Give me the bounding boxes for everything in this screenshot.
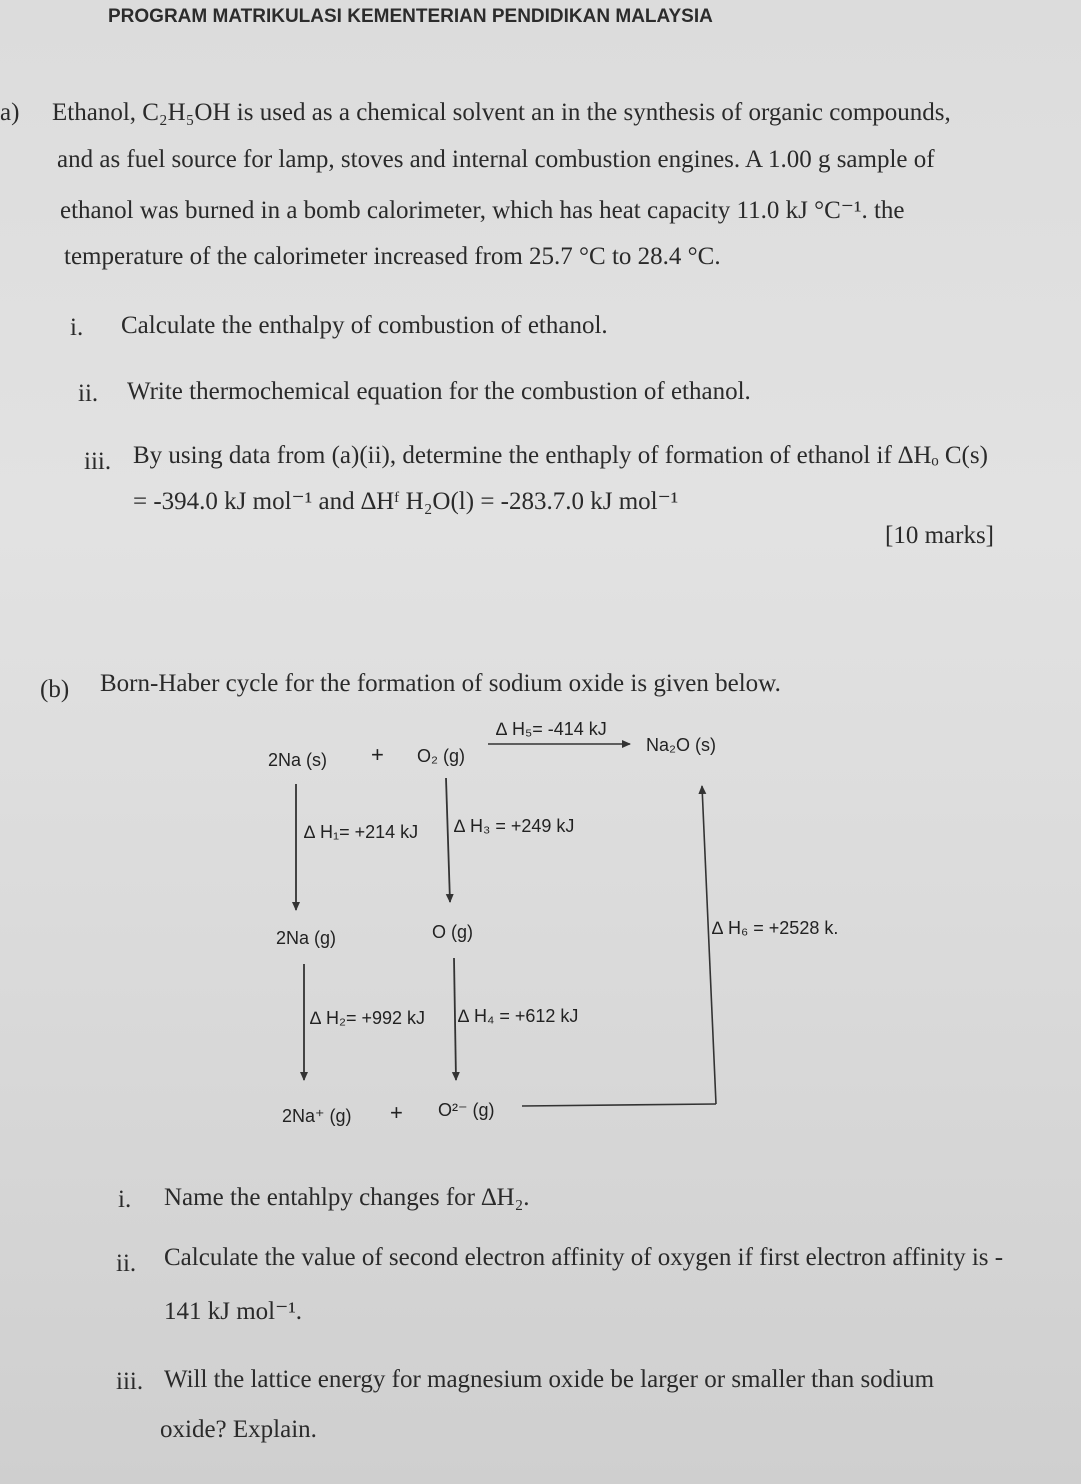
species-2na-plus-gas: 2Na⁺ (g) bbox=[282, 1106, 352, 1126]
part-b-item-3-text: Will the lattice energy for magnesium oxide be larger or smaller than sodium bbox=[164, 1366, 935, 1393]
part-b-item-2-number: ii. bbox=[116, 1250, 137, 1277]
plus-sign-top: + bbox=[371, 742, 384, 767]
part-a-item-2-number: ii. bbox=[78, 380, 99, 407]
part-a-label: a) bbox=[0, 99, 20, 126]
part-a-item-1-number: i. bbox=[70, 314, 84, 341]
species-2na-gas: 2Na (g) bbox=[276, 928, 337, 948]
part-b-item-2-text: Calculate the value of second electron affinity of oxygen if first electron affinity is - bbox=[164, 1244, 1004, 1271]
plus-sign-bottom: + bbox=[390, 1100, 403, 1125]
dh2-label: ∆ H₂= +992 kJ bbox=[310, 1008, 426, 1028]
dh6-base-line bbox=[522, 1104, 716, 1106]
species-na2o-solid: Na₂O (s) bbox=[646, 735, 716, 755]
part-b-intro: Born-Haber cycle for the formation of sodium oxide is given below. bbox=[100, 670, 781, 697]
dh4-arrow bbox=[454, 958, 456, 1080]
marks-label: [10 marks] bbox=[885, 522, 994, 549]
part-a-line-4: temperature of the calorimeter increased from 25.7 °C to 28.4 °C. bbox=[64, 243, 721, 270]
species-o2-minus-gas: O²⁻ (g) bbox=[438, 1100, 495, 1120]
dh3-arrow bbox=[446, 778, 450, 902]
part-b-item-3-number: iii. bbox=[116, 1368, 144, 1395]
dh4-label: ∆ H₄ = +612 kJ bbox=[458, 1006, 579, 1026]
part-b-item-1-number: i. bbox=[118, 1186, 132, 1213]
dh1-label: ∆ H₁= +214 kJ bbox=[304, 822, 419, 842]
part-a-line-2: and as fuel source for lamp, stoves and internal combustion engines. A 1.00 g sample of bbox=[57, 146, 935, 173]
dh5-label: ∆ H₅= -414 kJ bbox=[496, 719, 607, 739]
dh6-arrow bbox=[702, 786, 716, 1104]
part-a-line-3: ethanol was burned in a bomb calorimeter, which has heat capacity 11.0 kJ °C⁻¹. the bbox=[60, 197, 905, 224]
part-b-item-1-text: Name the entahlpy changes for ∆H₂. bbox=[164, 1184, 530, 1211]
part-a-line-1: Ethanol, C₂H₅OH is used as a chemical solvent an in the synthesis of organic compounds, bbox=[52, 99, 951, 126]
part-a-item-3-text: By using data from (a)(ii), determine the enthaply of formation of ethanol if ∆Hₒ C(s) bbox=[133, 442, 988, 469]
species-o-gas: O (g) bbox=[432, 922, 474, 942]
dh3-label: ∆ H₃ = +249 kJ bbox=[454, 816, 575, 836]
part-b-item-3-continuation: oxide? Explain. bbox=[160, 1416, 317, 1443]
species-2na-solid: 2Na (s) bbox=[268, 750, 328, 770]
species-o2-gas: O₂ (g) bbox=[417, 746, 465, 766]
part-b-label: (b) bbox=[40, 676, 70, 703]
part-a-item-2-text: Write thermochemical equation for the combustion of ethanol. bbox=[127, 378, 751, 405]
part-a-item-3-number: iii. bbox=[84, 448, 112, 475]
part-a-item-1-text: Calculate the enthalpy of combustion of ethanol. bbox=[121, 312, 608, 339]
dh6-label: ∆ H₆ = +2528 k. bbox=[712, 918, 839, 938]
part-b-item-2-continuation: 141 kJ mol⁻¹. bbox=[164, 1298, 303, 1325]
page-header: PROGRAM MATRIKULASI KEMENTERIAN PENDIDIKAN MALAYSIA bbox=[108, 6, 713, 27]
part-a-item-3-continuation: = -394.0 kJ mol⁻¹ and ∆Hᶠ H₂O(l) = -283.7.0 kJ mol⁻¹ bbox=[133, 488, 679, 515]
